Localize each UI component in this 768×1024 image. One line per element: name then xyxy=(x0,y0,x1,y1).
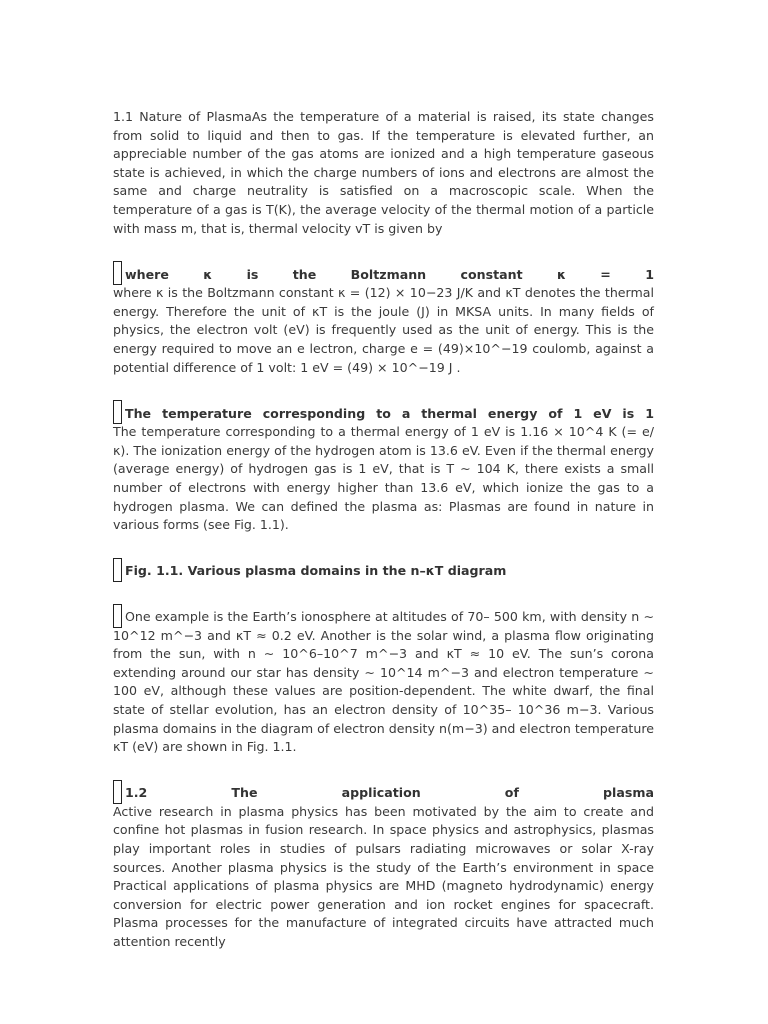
figure-caption: Fig. 1.1. Various plasma domains in the n–κT diagram xyxy=(125,563,507,579)
temperature-heading-text: The temperature corresponding to a thermal energy of 1 eV is 1 xyxy=(125,405,654,421)
temperature-paragraph: The temperature corresponding to a thermal energy of 1 eV is 1.16 × 10^4 K (= e/κ). The ionization energy of the hydrogen atom is 13.6 eV. Even if the thermal energy (average energy) of hydrogen gas is 1 eV, that is T ∼ 104 K, there exists a small number of electrons with energy higher than 13.6 eV, which ionize the gas to a hydrogen plasma. We can defined the plasma as: Plasmas are found in nature in various forms (see Fig. 1.1). xyxy=(113,424,654,533)
missing-image-placeholder-icon xyxy=(113,558,122,582)
figure-caption-line xyxy=(113,553,654,581)
missing-image-placeholder-icon xyxy=(113,604,122,628)
section-figure-caption xyxy=(113,553,654,581)
section-boltzmann xyxy=(113,256,654,377)
application-heading xyxy=(113,775,654,803)
missing-image-placeholder-icon xyxy=(113,261,122,285)
examples-first-line xyxy=(113,599,654,627)
boltzmann-heading-text: where κ is the Boltzmann constant κ = 1 xyxy=(125,266,654,282)
missing-image-placeholder-icon xyxy=(113,400,122,424)
application-paragraph: Active research in plasma physics has been motivated by the aim to create and confine hot plasmas in fusion research. In space physics and astrophysics, plasmas play important roles in studies of pulsars radiating microwaves or solar X-ray sources. Another plasma physics is the study of the Earth’s environment in space Practical applications of plasma physics are MHD (magneto hydrodynamic) energy conversion for electric power generation and ion rocket engines for spacecraft. Plasma processes for the manufacture of integrated circuits have attracted much attention recently xyxy=(113,803,654,949)
document-content xyxy=(113,108,654,952)
missing-image-placeholder-icon xyxy=(113,780,122,804)
boltzmann-paragraph: where κ is the Boltzmann constant κ = (12) × 10−23 J/K and κT denotes the thermal energy. Therefore the unit of κT is the joule (J) in MKSA units. In many fields of physics, the electron volt (eV) is frequently used as the unit of energy. This is the energy required to move an e lectron, charge e = (49)×10^−19 coulomb, against a potential difference of 1 volt: 1 eV = (49) × 10^−19 J . xyxy=(113,285,654,375)
section-application xyxy=(113,775,654,952)
examples-paragraph: 10^12 m^−3 and κT ≈ 0.2 eV. Another is the solar wind, a plasma flow originating from the sun, with n ∼ 10^6–10^7 m^−3 and κT ≈ 10 eV. The sun’s corona extending around our star has density ∼ 10^14 m^−3 and electron temperature ∼ 100 eV, although these values are position-dependent. The white dwarf, the final state of stellar evolution, has an electron density of 10^35– 10^36 m−3. Various plasma domains in the diagram of electron density n(m−3) and electron temperature κT (eV) are shown in Fig. 1.1. xyxy=(113,627,654,755)
section-examples xyxy=(113,599,654,757)
boltzmann-heading xyxy=(113,256,654,284)
section-temperature xyxy=(113,395,654,535)
application-heading-text: 1.2 The application of plasma xyxy=(125,785,654,801)
intro-paragraph: 1.1 Nature of PlasmaAs the temperature of a material is raised, its state changes from solid to liquid and then to gas. If the temperature is elevated further, an appreciable number of the gas atoms are ionized and a high temperature gaseous state is achieved, in which the charge numbers of ions and electrons are almost the same and charge neutrality is satisfied on a macroscopic scale. When the temperature of a gas is T(K), the average velocity of the thermal motion of a particle with mass m, that is, thermal velocity vT is given by xyxy=(113,109,654,236)
examples-first-line-text: One example is the Earth’s ionosphere at altitudes of 70– 500 km, with density n ∼ xyxy=(125,609,654,625)
temperature-heading xyxy=(113,395,654,423)
